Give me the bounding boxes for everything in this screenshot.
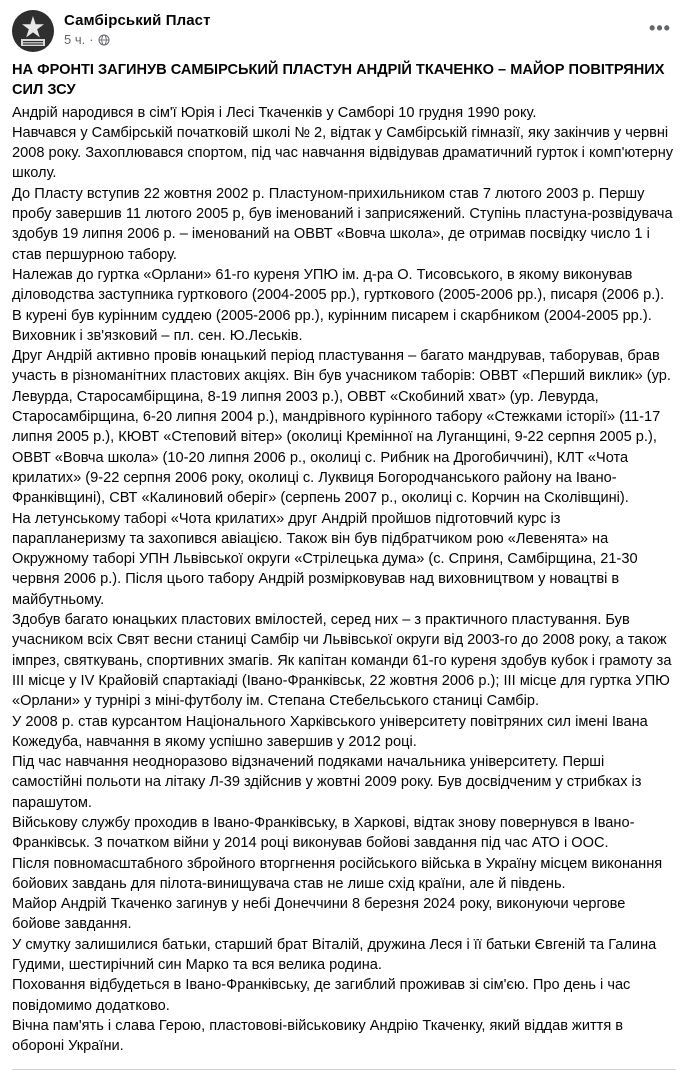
post-paragraph: Після повномасштабного збройного вторгнення російського війська в Україну місцем виконання бойових завдань для пілота-винищувача став не лише схід країни, але й південь. — [12, 855, 663, 892]
post-header-text — [64, 10, 211, 48]
post-paragraph: Здобув багато юнацьких пластових вмілостей, серед них – з практичного пластування. Був учасником всіх Свят весни станиці Самбір чи Львівської округи від 2003-го до 2008 року, а також імпрез, святкувань, спортивних змагів. Як капітан команди 61-го куреня здобув кубок і грамоту за III місце у IV Крайовій спартакіаді (Івано-Франківськ, 22 жовтня 2006 р.); III місце для гуртка УПЮ «Орлани» у турнірі з міні-футболу ім. Степана Стебельського станиці Самбір. — [12, 612, 672, 710]
post-paragraph: До Пласту вступив 22 жовтня 2002 р. Пластуном-прихильником став 7 лютого 2003 р. Першу пробу завершив 11 лютого 2005 р, був іменований і заприсяжений. Ступінь пластуна-розвідувача здобув 19 липня 2006 р. – іменований на ОВВТ «Вовча школа», де отримав посвідку число 1 і став першурною табору. — [12, 185, 673, 263]
post-paragraph: У смутку залишилися батьки, старший брат Віталій, дружина Леся і її батьки Євгеній та Галина Гудими, шестирічний син Марко та вся велика родина. — [12, 936, 657, 974]
scout-emblem-icon — [14, 12, 52, 50]
post-paragraph: На летунському таборі «Чота крилатих» друг Андрій пройшов підготовчий курс із парапланеризму та захопився авіацією. Також він був підбратчиком рою «Левенята» на Окружному таборі УПН Львівської округи «Стрілецька дума» (с. Сприня, Самбірщина, 21-30 червня 2006 р.). Після цього табору Андрій розмірковував над виховництвом у новацтві в майбутньому. — [12, 510, 638, 608]
page-name[interactable]: Самбірський Пласт — [64, 12, 211, 29]
post-divider — [12, 1069, 676, 1070]
post-paragraph: Майор Андрій Ткаченко загинув у небі Донеччини 8 березня 2024 року, виконуючи чергове бойове завдання. — [12, 896, 626, 933]
post-timestamp[interactable]: 5 ч. — [64, 32, 86, 47]
post-paragraph: Належав до гуртка «Орлани» 61-го куреня УПЮ ім. д-ра О. Тисовського, в якому виконував діловодства заступника гурткового (2004-2005 рр.), гурткового (2005-2006 рр.), писаря (2006 р.). В курені був курінним суддею (2005-2006 рр.), курінним писарем і скарбником (2004-2005 рр.). Виховник і зв'язковий – пл. сен. Ю.Леськів. — [12, 266, 665, 344]
avatar[interactable] — [12, 10, 54, 52]
more-options-icon[interactable]: ••• — [649, 18, 671, 38]
meta-separator: · — [89, 32, 94, 47]
post-paragraph: Андрій народився в сім'ї Юрія і Лесі Ткаченків у Самборі 10 грудня 1990 року. — [12, 104, 537, 121]
post-paragraph: Військову службу проходив в Івано-Франківську, в Харкові, відтак знову повернувся в Івано-Франківськ. З початком війни у 2014 році виконував бойові завдання під час АТО і ООС. — [12, 814, 635, 852]
post-title: НА ФРОНТІ ЗАГИНУВ САМБІРСЬКИЙ ПЛАСТУН АНДРІЙ ТКАЧЕНКО – МАЙОР ПОВІТРЯНИХ СИЛ ЗСУ — [12, 62, 665, 99]
post-meta — [64, 32, 211, 48]
post-paragraph: Під час навчання неодноразово відзначений подяками начальника університету. Перші самостійні польоти на літаку Л-39 здійснив у жовтні 2009 року. Був досвідченим у стрибках із парашутом. — [12, 754, 642, 811]
post-paragraph: У 2008 р. став курсантом Національного Харківського університету повітряних сил імені Івана Кожедуба, навчання в якому успішно завершив у 2012 році. — [12, 713, 648, 750]
post-paragraph: Поховання відбудеться в Івано-Франківську, де загиблий проживав зі сім'єю. Про день і час повідомимо додатково. — [12, 977, 631, 1014]
post-paragraph: Вічна пам'ять і слава Герою, пластовові-військовику Андрію Ткаченку, який віддав життя в обороні України. — [12, 1017, 624, 1055]
post-header — [0, 0, 688, 58]
post-body — [0, 58, 688, 1069]
globe-icon — [98, 34, 110, 46]
post-paragraph: Друг Андрій активно провів юнацький період пластування – багато мандрував, таборував, брав участь в різноманітних пластових акціях. Він був учасником таборів: ОВВТ «Перший виклик» (ур. Левурда, Старосамбірщина, 8-19 липня 2003 р.), ОВВТ «Скобиний хват» (ур. Левурда, Старосамбірщина, 6-20 липня 2004 р.), мандрівного курінного табору «Стежками історії» (11-17 липня 2005 р.), КЮВТ «Степовий вітер» (околиці Кремінної на Луганщині, 9-22 серпня 2005 р.), ОВВТ «Вовча школа» (10-20 липня 2006 р., околиці с. Рибник на Дрогобиччині), КЛТ «Чота крилатих» (9-22 серпня 2006 року, околиці с. Луквиця Богородчанського району на Івано-Франківщині), СВТ «Калиновий оберіг» (серпень 2007 р., околиці с. Корчин на Сколівщині). — [12, 348, 671, 507]
post-paragraph: Навчався у Самбірській початковій школі № 2, відтак у Самбірській гімназії, яку закінчив у червні 2008 року. Захоплювався спортом, під час навчання відвідував драматичний гурток і комп'ютерну школу. — [12, 124, 674, 182]
